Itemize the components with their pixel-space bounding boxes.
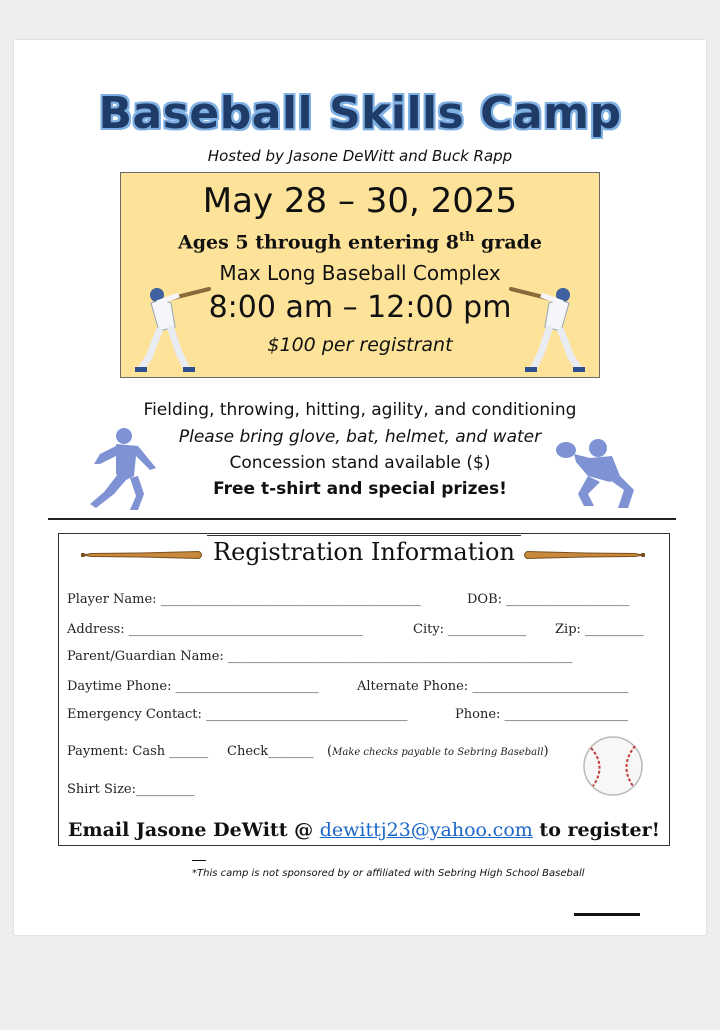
payment-check-field[interactable]: Check_______ — [227, 744, 314, 759]
email-prefix: Email Jasone DeWitt @ — [68, 819, 320, 841]
bat-left-icon — [81, 550, 205, 560]
section-divider — [48, 518, 676, 520]
bottom-rule — [574, 913, 640, 916]
event-time: 8:00 am – 12:00 pm — [208, 290, 512, 325]
baseball-icon — [581, 734, 645, 798]
payment-note-open: ( — [327, 744, 333, 759]
payment-note — [327, 744, 549, 759]
payment-cash-field[interactable]: Payment: Cash ______ — [67, 744, 209, 759]
ages-suffix: grade — [474, 231, 543, 254]
pitcher-silhouette-icon — [86, 424, 162, 512]
player-name-field[interactable]: Player Name: ________________________________________ — [67, 592, 421, 607]
activity-line-3: Concession stand available ($) — [229, 453, 491, 473]
address-field[interactable]: Address: ____________________________________ — [67, 622, 363, 637]
flyer-title: Baseball Skills Camp — [98, 88, 622, 139]
event-dates: May 28 – 30, 2025 — [202, 181, 518, 221]
event-ages — [121, 230, 599, 253]
event-info-box — [120, 172, 600, 378]
catcher-silhouette-icon — [554, 436, 636, 512]
email-suffix: to register! — [532, 819, 660, 841]
event-price: $100 per registrant — [267, 334, 453, 356]
bat-right-icon — [521, 550, 645, 560]
alternate-phone-field[interactable]: Alternate Phone: ________________________ — [357, 679, 629, 694]
activity-line-4: Free t-shirt and special prizes! — [213, 479, 507, 499]
batter-left-icon — [131, 279, 211, 375]
email-register-line — [59, 819, 669, 841]
registration-form — [58, 533, 670, 846]
activity-line-2: Please bring glove, bat, helmet, and water — [178, 427, 542, 447]
ages-text: Ages 5 through entering 8 — [177, 231, 459, 254]
ages-superscript: th — [458, 230, 475, 245]
sponsorship-footnote: *This camp is not sponsored by or affiliated with Sebring High School Baseball — [192, 868, 585, 879]
registration-title-rule — [207, 535, 521, 536]
city-field[interactable]: City: ____________ — [413, 622, 527, 637]
guardian-name-field[interactable]: Parent/Guardian Name: _____________________________________________________ — [67, 649, 573, 664]
footnote-mark — [192, 860, 206, 861]
event-venue: Max Long Baseball Complex — [219, 261, 501, 285]
shirt-size-field[interactable]: Shirt Size:_________ — [67, 782, 195, 797]
emergency-contact-field[interactable]: Emergency Contact: _______________________________ — [67, 707, 408, 722]
emergency-phone-field[interactable]: Phone: ___________________ — [455, 707, 629, 722]
batter-right-icon — [509, 279, 589, 375]
activity-line-1: Fielding, throwing, hitting, agility, and conditioning — [143, 400, 577, 420]
email-link[interactable]: dewittj23@yahoo.com — [319, 819, 533, 841]
registration-title: Registration Information — [213, 538, 515, 566]
payment-note-text: Make checks payable to Sebring Baseball — [332, 747, 544, 758]
daytime-phone-field[interactable]: Daytime Phone: ______________________ — [67, 679, 319, 694]
payment-note-close: ) — [543, 744, 549, 759]
hosted-by: Hosted by Jasone DeWitt and Buck Rapp — [207, 147, 513, 165]
dob-field[interactable]: DOB: ___________________ — [467, 592, 630, 607]
flyer-page — [14, 40, 706, 935]
zip-field[interactable]: Zip: _________ — [555, 622, 644, 637]
